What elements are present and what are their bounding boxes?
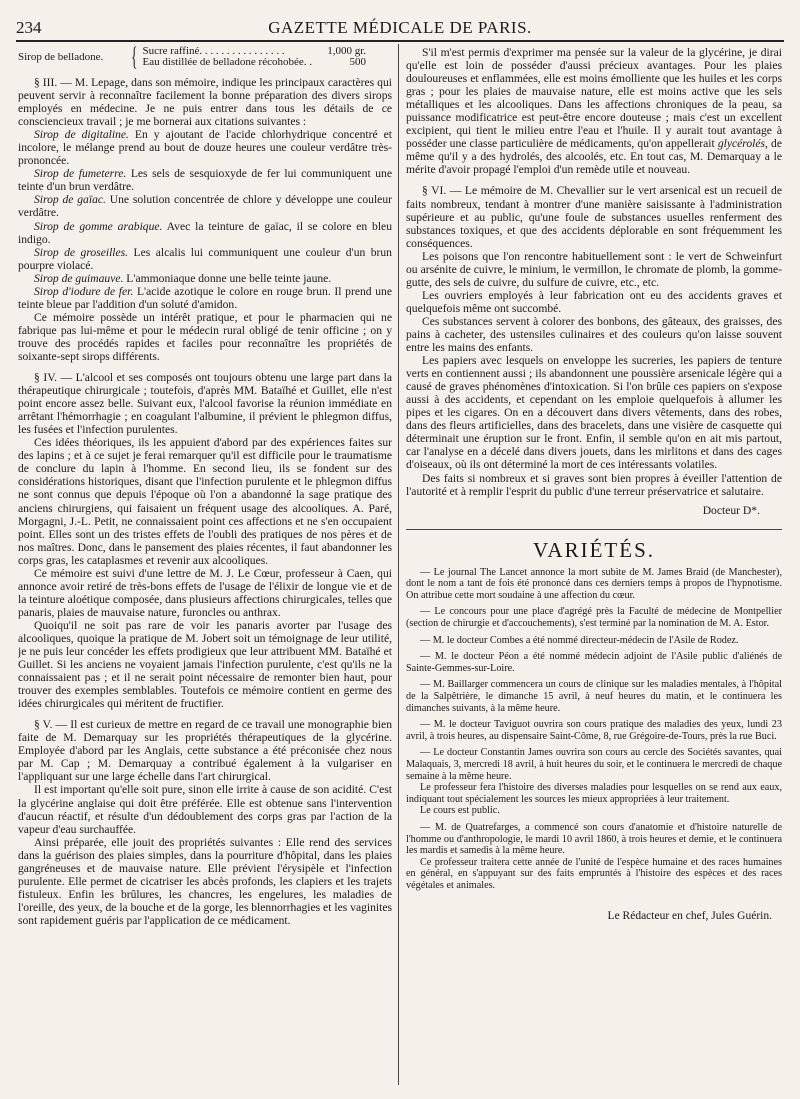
varietes-heading: VARIÉTÉS. <box>532 537 656 562</box>
syrup-entry <box>18 193 392 219</box>
formula-qty: 500 <box>349 56 366 68</box>
syrup-entry <box>18 167 392 193</box>
news-item: — M. le docteur Taviguot ouvrira son cours pratique des maladies des yeux, lundi 23 avril, à trois heures, au dispensaire Saint-Côme, 8, rue Grégoire-de-Tours, près la rue Buci. <box>406 719 782 742</box>
section-5-paragraph: § V. — Il est curieux de mettre en regard de ce travail une monographie bien faite de M. Demarquay sur les propriétés thérapeutiques de la glycérine. Employée d'abord par les Anglais, cette substance a été préconisée chez nous par M. Cap ; M. Demarquay a contribué également à la vulgariser en l'appliquant sur une large échelle dans l'art chirurgical. <box>18 718 392 784</box>
page-header <box>16 14 784 42</box>
section-5-paragraph: Il est important qu'elle soit pure, sinon elle irrite à cause de son acidité. C'est la glycérine anglaise qui doit être préférée. Elle est obtenue sans l'intervention d'aucun réactif, et résulte d'un dédoublement des corps gras par l'action de la vapeur d'eau surchauffée. <box>18 783 392 836</box>
section-3-conclusion: Ce mémoire possède un intérêt pratique, et pour le pharmacien qui ne fabrique pas lui-même et pour le médecin rural obligé de tenir officine ; on y trouve des procédés rapides et faciles pour reconnaître les propriétés de soixante-sept sirops différents. <box>18 310 392 363</box>
syrup-name: Sirop de gaïac. <box>34 193 106 207</box>
journal-title: GAZETTE MÉDICALE DE PARIS. <box>268 18 532 37</box>
varietes-list <box>406 567 782 892</box>
section-6-paragraph: Les papiers avec lesquels on enveloppe les sucreries, les papiers de tenture verts en contiennent aussi ; ils abandonnent une poussière arsenicale légère qui a causé de graves phénomènes d'intoxication. Si l'on brûle ces papiers on s'expose aussi à des accidents, et cependant on les emploie quelquefois à allumer les pipes et les cigares. On en a découvert dans divers vêtements, dans des robes, dans des fleurs artificielles, dans des bracelets, dans une visière de casquette qui déterminait une éruption sur le front. Enfin, il semble qu'on en ait mis partout, car l'analyse en a décelé dans divers jouets, dans les mirlitons et dans des cages d'oiseaux, où ils ont déterminé la mort de ces intéressants volatiles. <box>406 354 782 472</box>
news-item: Le professeur fera l'histoire des diverses maladies pour lesquelles on se rend aux eaux, indiquant tout spécialement les sources les mieux appropriées à leur traitement. <box>406 782 782 805</box>
section-3-intro: § III. — M. Lepage, dans son mémoire, indique les principaux caractères qui peuvent servir à reconnaître facilement la bonne préparation des divers sirops employés en médecine. Je ne puis entrer dans tous les détails de ce consciencieux travail ; je me bornerai aux citations suivantes : <box>18 76 392 129</box>
syrup-name: Sirop de fumeterre. <box>34 167 127 181</box>
section-6-paragraph: Les poisons que l'on rencontre habituellement sont : le vert de Schweinfurt ou arsénite de cuivre, le minium, le vermillon, le chromate de plomb, la gomme-gutte, des sels de cuivre, du sulfure de cuivre, etc., etc. <box>406 249 782 289</box>
syrup-text: Les alcalis lui communiquent une couleur d'un brun pourpre violacé. <box>18 245 392 272</box>
news-item: — Le concours pour une place d'agrégé près la Faculté de médecine de Montpellier (section de chirurgie et d'accouchements), s'est terminé par la nomination de M. A. Estor. <box>406 606 782 630</box>
syrup-entry <box>18 128 392 167</box>
section-4-paragraph: Ces idées théoriques, ils les appuient d'abord par des expériences faites sur des lapins ; et à ce sujet je ferai remarquer qu'il est difficile pour le traumatisme de conclure du lapin à l'homme. En second lieu, ils se fondent sur des considérations historiques, disant que l'infection purulente et le phlegmon diffus ne sont connus que depuis l'époque où l'on a abandonné la sage pratique des anciens chirurgiens, qui faisaient un fréquent usage des alcooliques. A. Paré, Morgagni, J.-L. Petit, ne connaissaient point ces affections et ne s'en occupaient point. Elles sont un des tristes effets de l'oubli des pratiques de nos pères et de nos maîtres. Donc, dans le pansement des plaies récentes, il faut abandonner les corps gras, les cataplasmes et revenir aux alcooliques. <box>18 436 392 567</box>
syrup-text: L'acide azotique le colore en rouge brun. Il prend une teinte bleue par l'addition d'un soluté d'amidon. <box>18 284 392 311</box>
page-number: 234 <box>16 18 42 37</box>
editor-signature: Le Rédacteur en chef, Jules Guérin. <box>607 909 772 922</box>
section-5-paragraph <box>406 46 782 176</box>
article-signature: Docteur D*. <box>702 503 760 517</box>
section-6-paragraph: Des faits si nombreux et si graves sont bien propres à éveiller l'attention de l'autorité et à remplir l'esprit du public d'une terreur préservatrice et salutaire. <box>406 471 782 498</box>
section-6-paragraph: Ces substances servent à colorer des bonbons, des gâteaux, des graisses, des pains à cacheter, des ustensiles culinaires et des couleurs qu'on laisse souvent entre les mains des enfants. <box>406 314 782 355</box>
section-5-paragraph: Ainsi préparée, elle jouit des propriétés suivantes : Elle rend des services dans la guérison des plaies simples, dans la pourriture d'hôpital, dans les plaies gangréneuses et de mauvaise nature. Elle prévient l'érysipèle et l'infection purulente. Elle permet de cicatriser les abcès profonds, les clapiers et les trajets fistuleux. Enfin les brûlures, les chancres, les engelures, les maladies de l'oreille, des yeux, de la bouche et de la gorge, les blennorrhagies et les vaginites sont rapidement guéris par l'application de ce médicament. <box>18 835 392 927</box>
section-6-paragraph: Les ouvriers employés à leur fabrication ont eu des accidents graves et quelquefois même ont succombé. <box>406 288 782 315</box>
section-4-paragraph: Ce mémoire est suivi d'une lettre de M. J. Le Cœur, professeur à Caen, qui annonce avoir retiré de très-bons effets de l'usage de l'élixir de longue vie et de la teinture aloétique composée, dans plusieurs affections chirurgicales, telles que panaris, plaies de mauvaise nature, furoncles ou anthrax. <box>18 566 392 619</box>
syrup-entry <box>18 272 392 285</box>
syrup-name: Sirop de groseilles. <box>34 245 129 259</box>
news-item: — M. le docteur Combes a été nommé directeur-médecin de l'Asile de Rodez. <box>420 634 739 646</box>
syrup-entry <box>18 246 392 272</box>
glycerine-term: glycérolés <box>717 137 766 151</box>
syrup-name: Sirop de gomme arabique. <box>34 219 163 233</box>
syrup-text: Les sels de sesquioxyde de fer lui communiquent une teinte d'un brun verdâtre. <box>18 167 392 194</box>
news-item: — M. Baillarger commencera un cours de clinique sur les maladies mentales, à l'hôpital de la Salpêtrière, le dimanche 15 avril, à neuf heures du matin, et le continuera les dimanches suivants, à la même heure. <box>406 679 782 714</box>
glycerine-text-end: , de même qu'il y a des hydrolés, des alcoolés, etc. En tout cas, M. Demarquay a le mérite d'avoir propagé l'emploi d'un remède utile et nouveau. <box>406 137 782 177</box>
syrup-name: Sirop d'iodure de fer. <box>34 284 134 298</box>
news-item: — Le journal The Lancet annonce la mort subite de M. James Braid (de Manchester), dont le nom a tant de fois été prononcé dans ces derniers temps à propos de l'hypnotisme. On attribue cette mort soudaine à une affection du cœur. <box>406 566 782 601</box>
brace-glyph: { <box>131 46 138 71</box>
formula-item: Sucre raffiné. . . . . . . . . . . . . . . . <box>142 46 285 57</box>
syrup-name: Sirop de guimauve. <box>34 271 124 285</box>
syrup-text: Une solution concentrée de chlore y développe une couleur verdâtre. <box>18 193 392 220</box>
left-column <box>18 46 392 1083</box>
syrup-text: L'ammoniaque donne une belle teinte jaune. <box>123 271 332 285</box>
news-item: Ce professeur traitera cette année de l'unité de l'espèce humaine et des races humaines en général, en s'appuyant sur des faits empruntés à l'histoire des espèces et des races végétales et animales. <box>406 856 782 891</box>
syrup-text: Avec la teinture de gaïac, il se colore en bleu indigo. <box>18 219 392 246</box>
news-item: Le cours est public. <box>420 805 500 817</box>
formula-qty: 1,000 gr. <box>327 46 366 57</box>
formula-rows <box>142 46 392 68</box>
section-6-paragraph: § VI. — Le mémoire de M. Chevallier sur le vert arsenical est un recueil de faits nombreux, tendant à montrer d'une manière saisissante à l'administration supérieure et au public, qu'une foule de substances usuelles renferment des substances toxiques, et que des accidents déplorable en sont fréquemment les conséquences. <box>406 184 782 250</box>
syrup-name: Sirop de digitaline. <box>34 128 129 142</box>
syrup-text: En y ajoutant de l'acide chlorhydrique concentré et incolore, le mélange prend au bout de douze heures une couleur verdâtre très-prononcée. <box>18 128 392 168</box>
news-item: — M. le docteur Péon a été nommé médecin adjoint de l'Asile public d'aliénés de Sainte-Gemmes-sur-Loire. <box>406 651 782 674</box>
right-column <box>406 46 782 1083</box>
sirop-belladone-formula <box>18 46 392 71</box>
formula-row <box>142 57 392 68</box>
section-4-paragraph: § IV. — L'alcool et ses composés ont toujours obtenu une large part dans la thérapeutique chirurgicale ; toutefois, d'après MM. Bataïhé et Guillet, elle n'est point encore assez belle. Suivant eux, l'alcool favorise la réunion immédiate en arrêtant l'hémorrhagie ; en coagulant l'albumine, il prévient le phlegmon diffus, les fusées et l'infection purulentes. <box>18 371 392 437</box>
syrup-entry <box>18 285 392 311</box>
formula-item: Eau distillée de belladone récohobée. . <box>142 56 312 68</box>
syrup-entry <box>18 220 392 246</box>
section-4-paragraph: Quoiqu'il ne soit pas rare de voir les panaris avorter par l'usage des alcooliques, quoique la pratique de M. Jobert soit un témoignage de leur utilité, je ne puis leur concéder les effets prodigieux que leur attribuent MM. Bataïhé et Guillet. Si les anciens ne voyaient jamais l'infection purulente, c'est qu'ils ne la connaissaient pas ; et il ne serait point nécessaire de remonter bien haut, pour trouver des exemples semblables. Toutefois ce mémoire contient en germe des idées chirurgicales qui méritent de fructifier. <box>18 618 392 711</box>
section-separator <box>406 529 782 530</box>
formula-label: Sirop de belladone. <box>18 50 104 63</box>
news-item: — Le docteur Constantin James ouvrira son cours au cercle des Sociétés savantes, quai Malaquais, 3, mercredi 18 avril, à huit heures du soir, et le continuera le mercredi de chaque semaine à la même heure. <box>406 747 782 782</box>
glycerine-text: S'il m'est permis d'exprimer ma pensée sur la valeur de la glycérine, je dirai qu'elle est loin de posséder d'aussi précieux avantages. Pour les plaies douloureuses et enflammées, elle est moins émolliente que les huiles et les corps gras ; pour les plaies de mauvaise nature, elle est moins active que les sels métalliques et les alcooliques. Dans les affections chroniques de la peau, sa puissance modificatrice est peut-être encore douteuse ; mais c'est un excellent excipient, qui tient le milieu entre l'eau et l'huile. Il y aurait tout avantage à posséder une classe particulière de médicaments, qu'on appellerait <box>406 46 782 151</box>
news-item: — M. de Quatrefarges, a commencé son cours d'anatomie et d'histoire naturelle de l'homme ou d'anthropologie, le mardi 10 avril 1860, à trois heures et demie, et le continuera les mardis et samedis à la même heure. <box>406 821 782 857</box>
column-divider <box>398 44 399 1085</box>
